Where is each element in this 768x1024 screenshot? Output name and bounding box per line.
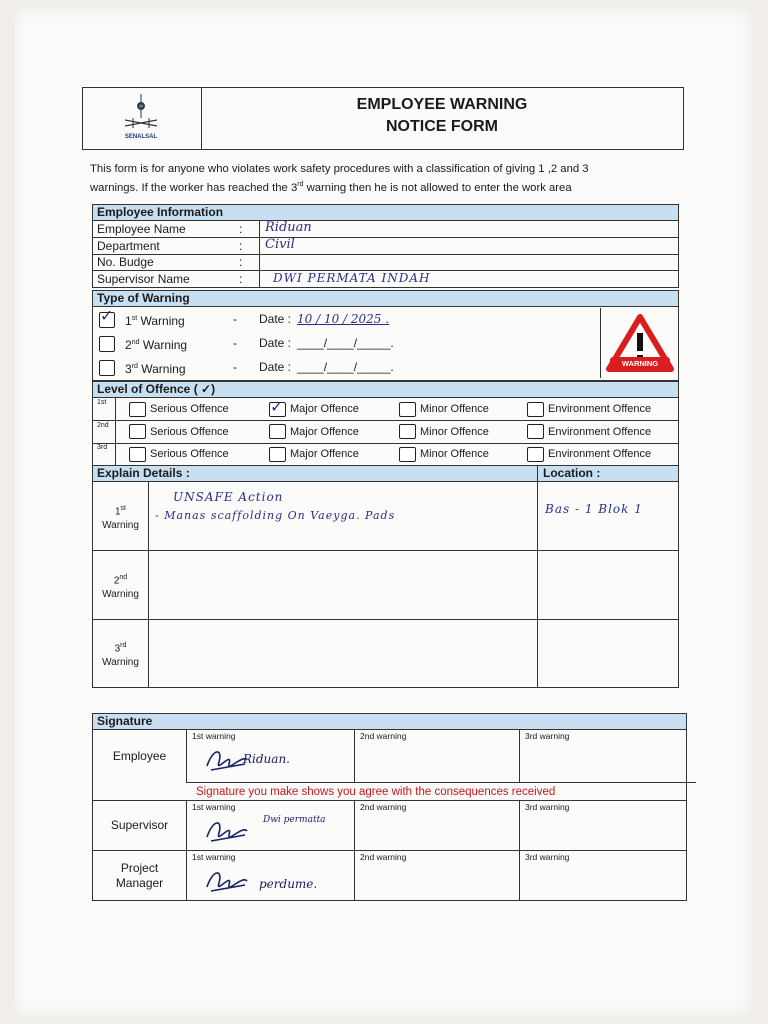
employee-info-divider xyxy=(259,271,260,287)
employee-info-heading: Employee Information xyxy=(93,205,678,221)
offence-option[interactable] xyxy=(129,421,229,443)
offence-option[interactable] xyxy=(129,398,229,420)
employee-info-row xyxy=(93,221,678,238)
details-section xyxy=(92,465,679,688)
offence-checkbox[interactable] xyxy=(269,402,286,417)
employee-info-divider xyxy=(259,238,260,254)
signature-warning-label: 1st warning xyxy=(192,731,236,741)
signature-row xyxy=(93,800,686,850)
employee-info-divider xyxy=(259,254,260,270)
signature-role: Supervisor xyxy=(110,818,169,832)
signature-row xyxy=(93,850,686,901)
offence-checkbox[interactable] xyxy=(129,402,146,417)
location-value[interactable]: Bas - 1 Blok 1 xyxy=(545,502,643,516)
offence-row-divider xyxy=(115,421,116,443)
signature-field[interactable] xyxy=(520,742,686,782)
location-col-divider xyxy=(537,482,538,550)
warning-type-row xyxy=(99,333,599,353)
header-box xyxy=(82,87,684,150)
offence-checkbox[interactable] xyxy=(527,424,544,439)
offence-option[interactable] xyxy=(269,398,359,420)
signature-role: Employee xyxy=(112,748,167,763)
level-of-offence-section xyxy=(92,381,679,466)
warning-type-checkbox[interactable] xyxy=(99,336,115,352)
offence-checkbox[interactable] xyxy=(527,402,544,417)
offence-row xyxy=(93,421,678,444)
signature-row xyxy=(93,730,686,782)
explain-details-line2[interactable]: - Manas scaffolding On Vaeyga. Pads xyxy=(155,509,396,522)
offence-option[interactable] xyxy=(269,421,359,443)
signature-warning-label: 1st warning xyxy=(192,802,236,812)
offence-row-number: 2nd xyxy=(97,421,109,429)
warning-type-row xyxy=(99,357,599,377)
signature-warning-label: 3rd warning xyxy=(525,802,570,812)
intro-line2: warnings. If the worker has reached the 3rd warning then he is not allowed to enter the work area xyxy=(90,181,572,194)
details-row xyxy=(93,551,678,620)
offence-option[interactable] xyxy=(269,443,359,465)
form-title xyxy=(202,94,682,138)
signature-notice: Signature you make shows you agree with the consequences received xyxy=(186,782,696,801)
offence-option[interactable] xyxy=(129,443,229,465)
warning-date-value[interactable]: ____/____/_____. xyxy=(297,360,394,374)
employee-info-row xyxy=(93,254,678,271)
warning-type-label: 1st Warning xyxy=(125,314,185,328)
explain-details-line1[interactable]: UNSAFE Action xyxy=(173,490,284,504)
offence-option[interactable] xyxy=(399,398,489,420)
signature-field[interactable] xyxy=(355,863,519,901)
offence-checkbox[interactable] xyxy=(399,447,416,462)
type-of-warning-section xyxy=(92,290,679,381)
location-col-divider xyxy=(537,619,538,687)
offence-option-label: Environment Offence xyxy=(548,425,652,438)
details-row-label: 2nd Warning xyxy=(102,573,139,600)
signature-warning-label: 2nd warning xyxy=(360,852,407,862)
signature-warning-label: 2nd warning xyxy=(360,731,407,741)
location-heading: Location : xyxy=(543,466,601,480)
signature-scribble-icon xyxy=(203,865,253,897)
offence-option-label: Serious Offence xyxy=(150,448,229,460)
offence-option-label: Serious Offence xyxy=(150,425,229,438)
offence-checkbox[interactable] xyxy=(527,447,544,462)
offence-option[interactable] xyxy=(527,421,651,443)
offence-checkbox[interactable] xyxy=(399,402,416,417)
offence-option-label: Major Offence xyxy=(290,425,359,438)
offence-row-number: 1st xyxy=(97,399,107,406)
details-col-divider xyxy=(148,551,149,619)
signature-warning-label: 3rd warning xyxy=(525,731,570,741)
offence-option[interactable] xyxy=(527,398,651,420)
signature-role: Project Manager xyxy=(115,861,164,890)
form-title-line2: NOTICE FORM xyxy=(386,118,498,135)
offence-option-label: Minor Offence xyxy=(420,403,489,415)
warning-type-row xyxy=(99,309,599,329)
warning-date-label: Date : xyxy=(259,360,292,374)
employee-info-colon: : xyxy=(239,238,243,253)
offence-option-label: Environment Offence xyxy=(548,448,652,460)
details-row-label: 1st Warning xyxy=(102,505,139,532)
location-col-divider xyxy=(537,551,538,619)
warning-sign-box xyxy=(600,308,678,378)
warning-sign-text: WARNING xyxy=(621,359,659,368)
type-of-warning-heading: Type of Warning xyxy=(93,291,678,307)
details-row-label: 3rd Warning xyxy=(102,642,139,669)
warning-type-dash: - xyxy=(233,360,237,374)
employee-info-colon: : xyxy=(239,222,243,236)
offence-option[interactable] xyxy=(399,421,489,443)
offence-option-label: Environment Offence xyxy=(548,403,652,415)
details-heading-bar xyxy=(93,466,678,482)
warning-type-checkbox[interactable] xyxy=(99,312,115,328)
offence-row xyxy=(93,398,678,421)
form-title-line1: EMPLOYEE WARNING xyxy=(356,96,528,113)
signature-warning-label: 2nd warning xyxy=(360,802,407,812)
signature-name: Riduan. xyxy=(243,752,290,766)
offence-row xyxy=(93,443,678,465)
level-of-offence-heading: Level of Offence ( ✓) xyxy=(93,382,678,398)
employee-info-label: Department xyxy=(97,238,160,253)
signature-name: perdume. xyxy=(259,877,318,891)
signature-field[interactable] xyxy=(520,813,686,850)
signature-warning-label: 1st warning xyxy=(192,852,236,862)
signature-name: Dwi permatta xyxy=(263,815,326,825)
employee-info-colon: : xyxy=(239,271,243,286)
signature-heading: Signature xyxy=(93,714,686,730)
warning-type-label: 3rd Warning xyxy=(125,362,186,376)
offence-checkbox[interactable] xyxy=(269,424,286,439)
signature-field[interactable] xyxy=(355,742,519,782)
logo-cell xyxy=(83,88,202,149)
offence-option-label: Serious Offence xyxy=(150,403,229,415)
signature-warning-label: 3rd warning xyxy=(525,852,570,862)
employee-info-value[interactable]: Civil xyxy=(265,236,295,252)
employee-info-divider xyxy=(259,221,260,237)
offence-row-number: 3rd xyxy=(97,444,108,451)
warning-date-label: Date : xyxy=(259,336,292,350)
employee-info-row xyxy=(93,271,678,287)
details-row xyxy=(93,619,678,687)
offence-option-label: Major Offence xyxy=(290,403,359,415)
employee-info-value[interactable]: Riduan xyxy=(265,220,312,235)
employee-info-label: Employee Name xyxy=(97,222,186,236)
warning-type-checkbox[interactable] xyxy=(99,360,115,376)
warning-date-value[interactable]: 10 / 10 / 2025 . xyxy=(297,312,390,326)
intro-text xyxy=(90,161,690,196)
signature-field[interactable] xyxy=(520,863,686,901)
intro-line1: This form is for anyone who violates work safety procedures with a classification of giving 1 ,2 and 3 xyxy=(90,163,589,175)
offence-checkbox[interactable] xyxy=(269,447,286,462)
employee-info-row xyxy=(93,238,678,255)
warning-type-label: 2nd Warning xyxy=(125,338,188,352)
offence-checkbox[interactable] xyxy=(399,424,416,439)
offence-option-label: Minor Offence xyxy=(420,425,489,438)
offence-option-label: Minor Offence xyxy=(420,448,489,460)
offence-checkbox[interactable] xyxy=(129,424,146,439)
offence-checkbox[interactable] xyxy=(129,447,146,462)
signature-section xyxy=(92,713,687,901)
offence-option[interactable] xyxy=(399,443,489,465)
employee-info-section xyxy=(92,204,679,288)
logo-text: SENALSAL xyxy=(124,134,158,140)
details-col-divider xyxy=(148,619,149,687)
offence-option-label: Major Offence xyxy=(290,448,359,460)
signature-field[interactable] xyxy=(355,813,519,850)
employee-info-label: Supervisor Name xyxy=(97,271,190,286)
employee-info-label: No. Budge xyxy=(97,255,154,269)
offence-option[interactable] xyxy=(527,443,651,465)
company-logo-icon xyxy=(111,92,171,138)
offence-row-divider xyxy=(115,398,116,420)
warning-type-dash: - xyxy=(233,312,237,326)
explain-details-heading: Explain Details : xyxy=(97,466,190,480)
details-row xyxy=(93,482,678,551)
employee-info-colon: : xyxy=(239,255,243,269)
warning-date-label: Date : xyxy=(259,312,292,326)
offence-row-divider xyxy=(115,443,116,465)
details-col-divider xyxy=(148,482,149,550)
warning-date-value[interactable]: ____/____/_____. xyxy=(297,336,394,350)
employee-info-value[interactable]: DWI PERMATA INDAH xyxy=(273,270,431,285)
warning-type-dash: - xyxy=(233,336,237,350)
signature-scribble-icon xyxy=(203,815,253,847)
location-divider xyxy=(537,466,538,481)
